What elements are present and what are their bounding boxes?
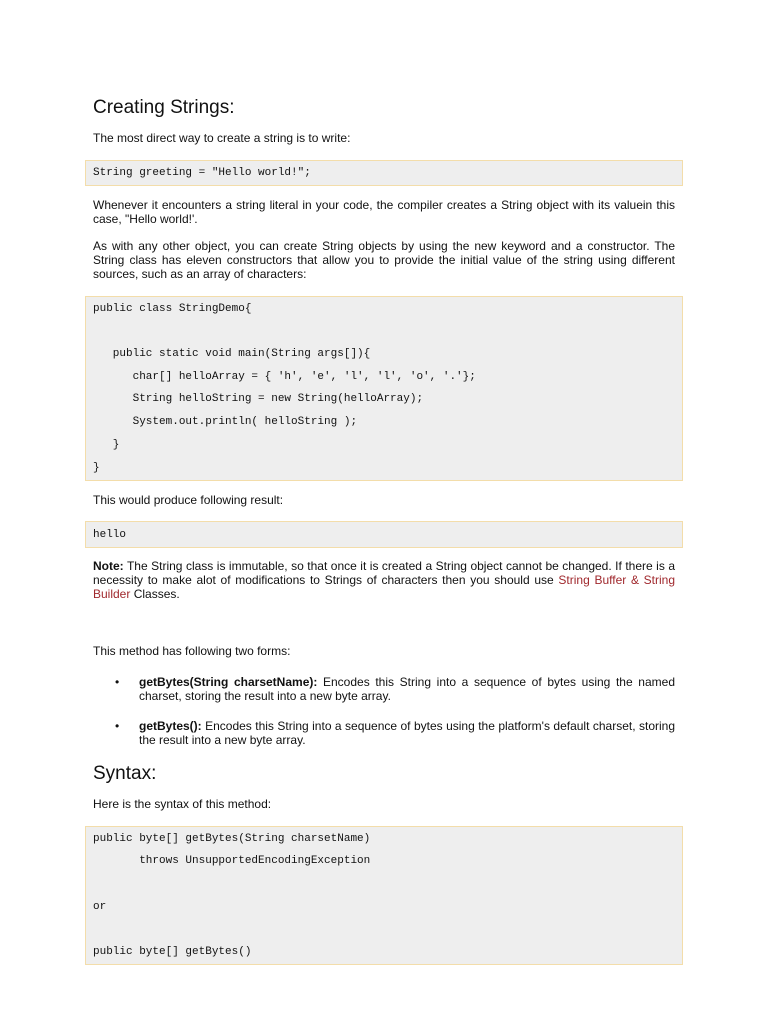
heading-syntax: Syntax: (93, 763, 157, 784)
code-line: or (93, 901, 107, 913)
code-line: throws UnsupportedEncodingException (93, 855, 371, 867)
intro-text: The most direct way to create a string is to write: (93, 131, 351, 145)
code-line: hello (93, 529, 127, 541)
code-block-greeting (85, 160, 683, 186)
code-line: } (93, 439, 120, 451)
method-description: Encodes this String into a sequence of bytes using the named charset, storing the result into a new byte array. (139, 675, 675, 703)
code-line: public class StringDemo{ (93, 303, 252, 315)
code-line: public byte[] getBytes(String charsetName) (93, 833, 371, 845)
paragraph-string-literal: Whenever it encounters a string literal in your code, the compiler creates a String object with its valuein this case, "Hello world!'. (93, 198, 675, 226)
method-signature: getBytes(String charsetName): (139, 675, 318, 689)
result-intro: This would produce following result: (93, 493, 284, 507)
method-signature: getBytes(): (139, 719, 202, 733)
code-line: String helloString = new String(helloArray); (93, 393, 424, 405)
bullet-icon: • (115, 675, 120, 689)
syntax-intro: Here is the syntax of this method: (93, 797, 272, 811)
bullet-icon: • (115, 719, 120, 733)
method-description: Encodes this String into a sequence of bytes using the platform's default charset, storing the result into a new byte array. (139, 719, 675, 747)
list-item (139, 675, 675, 703)
paragraph-constructors: As with any other object, you can create String objects by using the new keyword and a constructor. The String class has eleven constructors that allow you to provide the initial value of the string using different sources, such as an array of characters: (93, 239, 675, 281)
list-item (139, 719, 675, 747)
code-block-output (85, 521, 683, 548)
forms-intro: This method has following two forms: (93, 644, 291, 658)
code-line: char[] helloArray = { 'h', 'e', 'l', 'l', 'o', '.'}; (93, 371, 476, 383)
code-line: public byte[] getBytes() (93, 946, 252, 958)
code-line: System.out.println( helloString ); (93, 416, 358, 428)
heading-creating-strings: Creating Strings: (93, 97, 235, 118)
code-block-syntax (85, 826, 683, 965)
code-line: public static void main(String args[]){ (93, 348, 371, 360)
note-text: The String class is immutable, so that once it is created a String object cannot be changed. If there is a necessity to make alot of modifications to Strings of characters then you should use (93, 559, 675, 587)
string-buffer-builder-link[interactable]: String Buffer & String Builder (93, 573, 676, 601)
code-line: String greeting = "Hello world!"; (93, 167, 311, 179)
code-line: } (93, 462, 100, 474)
note-label: Note: (93, 559, 124, 573)
note-paragraph (93, 559, 675, 601)
code-block-stringdemo (85, 296, 683, 481)
note-end: Classes. (130, 587, 180, 601)
